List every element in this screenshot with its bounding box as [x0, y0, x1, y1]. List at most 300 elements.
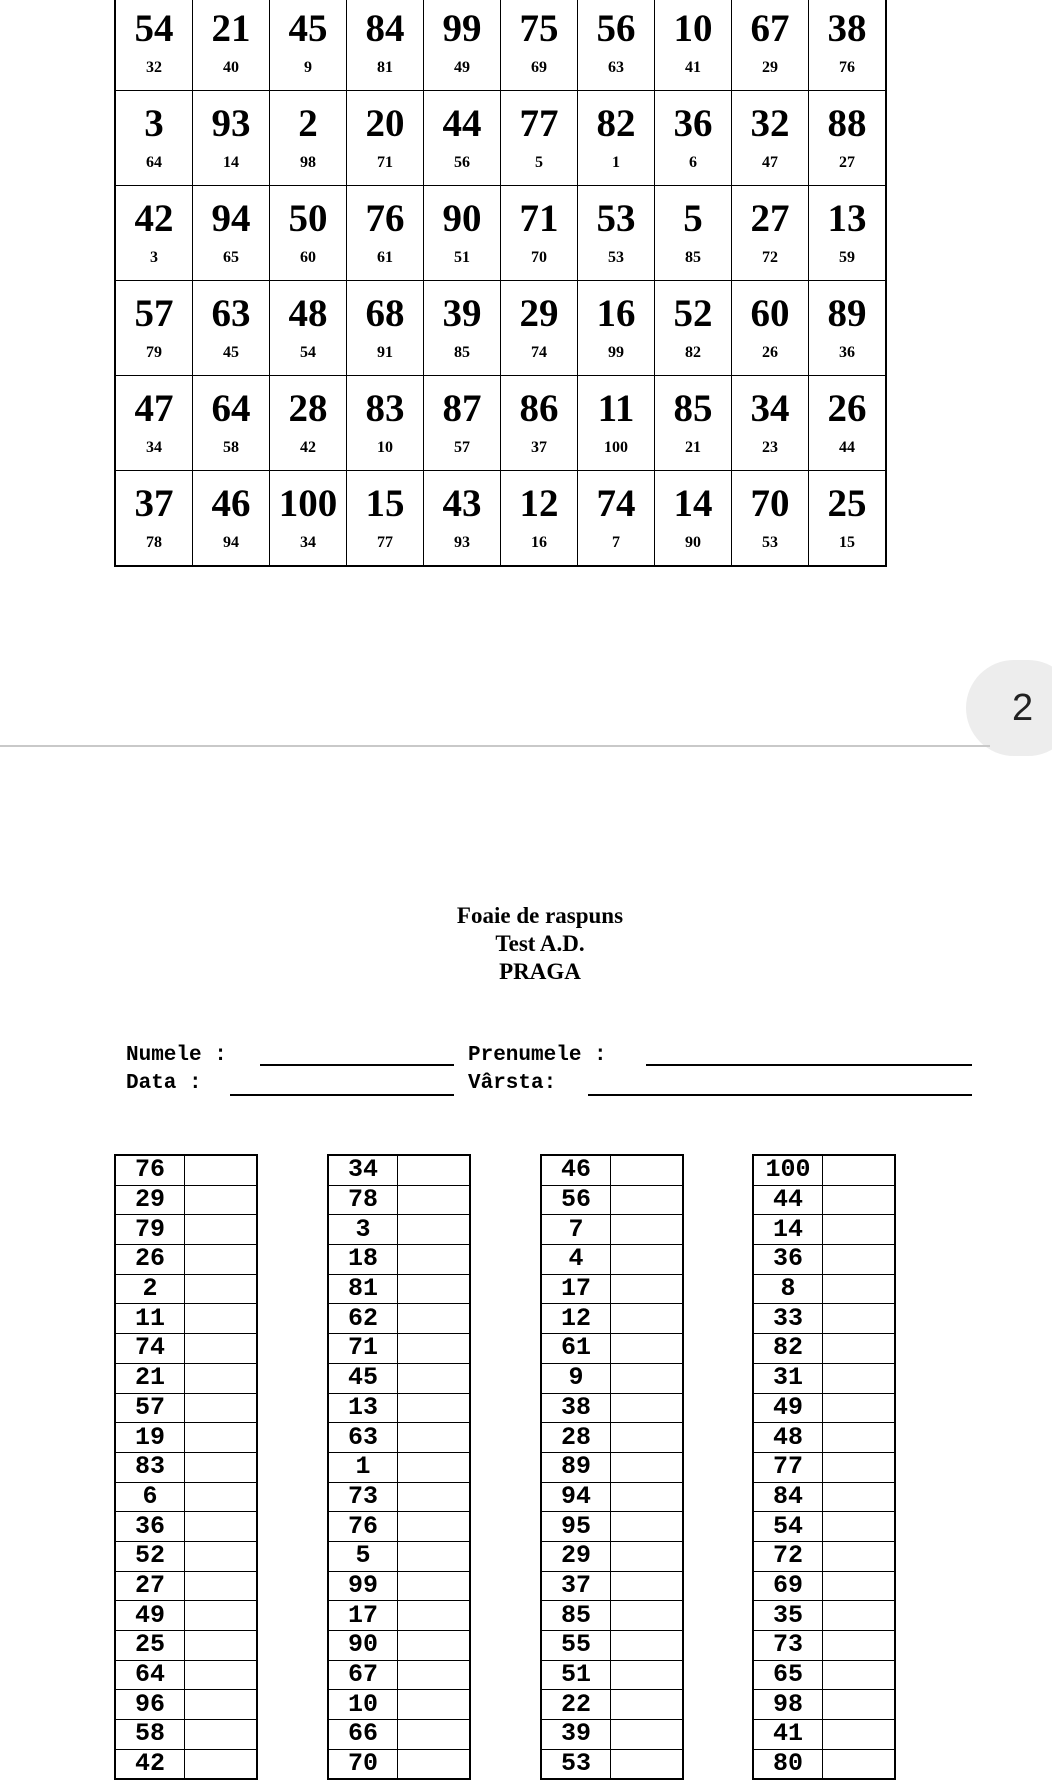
answer-number: 85	[541, 1601, 611, 1631]
answer-row	[541, 1215, 683, 1245]
answer-box[interactable]	[611, 1423, 684, 1453]
answer-box[interactable]	[398, 1571, 471, 1601]
answer-box[interactable]	[185, 1185, 258, 1215]
prenumele-line[interactable]	[646, 1064, 972, 1066]
answer-box[interactable]	[823, 1274, 896, 1304]
answer-row	[115, 1274, 257, 1304]
data-line[interactable]	[230, 1094, 454, 1096]
varsta-line[interactable]	[588, 1094, 972, 1096]
answer-row	[115, 1482, 257, 1512]
grid-cell-subnumber: 36	[839, 344, 855, 361]
answer-number: 73	[753, 1631, 823, 1661]
grid-cell-subnumber: 77	[377, 534, 393, 551]
grid-cell	[270, 376, 347, 471]
answer-number: 77	[753, 1452, 823, 1482]
answer-box[interactable]	[398, 1245, 471, 1275]
grid-cell	[193, 186, 270, 281]
answer-row	[541, 1601, 683, 1631]
answer-box[interactable]	[185, 1155, 258, 1185]
answer-box[interactable]	[611, 1631, 684, 1661]
grid-cell	[347, 186, 424, 281]
grid-cell-subnumber: 15	[839, 534, 855, 551]
grid-cell-number: 76	[365, 197, 405, 240]
grid-cell-subnumber: 23	[762, 439, 778, 456]
answer-number: 37	[541, 1571, 611, 1601]
answer-box[interactable]	[185, 1363, 258, 1393]
grid-cell	[809, 376, 887, 471]
grid-cell-number: 99	[442, 7, 482, 50]
grid-cell-number: 71	[519, 197, 559, 240]
answer-number: 61	[541, 1334, 611, 1364]
grid-cell-number: 20	[365, 102, 405, 145]
answer-number: 11	[115, 1304, 185, 1334]
grid-cell-number: 90	[442, 197, 482, 240]
grid-cell-subnumber: 49	[454, 59, 470, 76]
grid-cell-number: 77	[519, 102, 559, 145]
grid-row	[115, 471, 886, 567]
answer-box[interactable]	[823, 1482, 896, 1512]
grid-cell	[809, 186, 887, 281]
answer-box[interactable]	[823, 1541, 896, 1571]
answer-box[interactable]	[823, 1304, 896, 1334]
grid-cell	[424, 281, 501, 376]
grid-cell	[501, 281, 578, 376]
answer-box[interactable]	[611, 1304, 684, 1334]
answer-number: 51	[541, 1660, 611, 1690]
answer-row	[328, 1304, 470, 1334]
answer-number: 98	[753, 1690, 823, 1720]
grid-cell-number: 50	[288, 197, 328, 240]
answer-row	[115, 1601, 257, 1631]
grid-cell-subnumber: 37	[531, 439, 547, 456]
grid-cell-number: 27	[750, 197, 790, 240]
answer-box[interactable]	[611, 1749, 684, 1779]
grid-cell	[424, 376, 501, 471]
grid-cell-subnumber: 61	[377, 249, 393, 266]
answer-box[interactable]	[823, 1601, 896, 1631]
answer-number: 29	[541, 1541, 611, 1571]
grid-cell-number: 89	[827, 292, 867, 335]
answer-number: 31	[753, 1363, 823, 1393]
answer-number: 76	[328, 1512, 398, 1542]
answer-box[interactable]	[185, 1541, 258, 1571]
answer-box[interactable]	[398, 1274, 471, 1304]
answer-column-2	[327, 1154, 471, 1780]
answer-box[interactable]	[823, 1660, 896, 1690]
grid-cell-subnumber: 71	[377, 154, 393, 171]
grid-cell	[578, 0, 655, 91]
answer-number: 99	[328, 1571, 398, 1601]
grid-cell	[501, 91, 578, 186]
grid-cell-subnumber: 9	[304, 59, 312, 76]
grid-cell-number: 63	[211, 292, 251, 335]
answer-row	[328, 1482, 470, 1512]
answer-row	[753, 1274, 895, 1304]
answer-box[interactable]	[398, 1749, 471, 1779]
answer-box[interactable]	[398, 1215, 471, 1245]
grid-cell-subnumber: 85	[454, 344, 470, 361]
answer-row	[541, 1452, 683, 1482]
grid-cell-number: 39	[442, 292, 482, 335]
answer-number: 36	[753, 1245, 823, 1275]
answer-number: 34	[328, 1155, 398, 1185]
heading-title: Foaie de raspuns	[456, 903, 624, 928]
grid-cell	[424, 0, 501, 91]
answer-row	[753, 1512, 895, 1542]
grid-cell-number: 43	[442, 482, 482, 525]
answer-box[interactable]	[611, 1393, 684, 1423]
grid-cell-number: 38	[827, 7, 867, 50]
answer-number: 84	[753, 1482, 823, 1512]
answer-number: 63	[328, 1423, 398, 1453]
answer-row	[541, 1334, 683, 1364]
answer-box[interactable]	[185, 1393, 258, 1423]
answer-box[interactable]	[398, 1512, 471, 1542]
answer-box[interactable]	[185, 1334, 258, 1364]
answer-row	[753, 1452, 895, 1482]
answer-box[interactable]	[398, 1185, 471, 1215]
prenumele-label: Prenumele :	[468, 1044, 607, 1067]
grid-cell-subnumber: 51	[454, 249, 470, 266]
answer-row	[541, 1245, 683, 1275]
grid-cell	[578, 281, 655, 376]
data-label: Data :	[126, 1072, 202, 1095]
grid-cell-number: 100	[278, 482, 338, 525]
answer-number: 25	[115, 1631, 185, 1661]
answer-row	[115, 1393, 257, 1423]
answer-row	[328, 1215, 470, 1245]
grid-cell-subnumber: 82	[685, 344, 701, 361]
answer-number: 80	[753, 1749, 823, 1779]
answer-number: 79	[115, 1215, 185, 1245]
answer-box[interactable]	[823, 1749, 896, 1779]
answer-box[interactable]	[398, 1393, 471, 1423]
grid-cell	[501, 0, 578, 91]
answer-row	[753, 1423, 895, 1453]
answer-box[interactable]	[611, 1334, 684, 1364]
answer-row	[328, 1690, 470, 1720]
answer-box[interactable]	[611, 1571, 684, 1601]
grid-cell-subnumber: 64	[146, 154, 162, 171]
answer-box[interactable]	[823, 1185, 896, 1215]
answer-column-1	[114, 1154, 258, 1780]
answer-box[interactable]	[611, 1155, 684, 1185]
answer-box[interactable]	[185, 1601, 258, 1631]
answer-number: 69	[753, 1571, 823, 1601]
page-divider	[0, 745, 990, 747]
numele-line[interactable]	[260, 1064, 454, 1066]
grid-cell	[578, 471, 655, 567]
answer-box[interactable]	[611, 1363, 684, 1393]
answer-number: 58	[115, 1720, 185, 1750]
answer-box[interactable]	[185, 1631, 258, 1661]
answer-number: 53	[541, 1749, 611, 1779]
answer-row	[115, 1423, 257, 1453]
answer-number: 57	[115, 1393, 185, 1423]
answer-row	[753, 1215, 895, 1245]
grid-cell-subnumber: 59	[839, 249, 855, 266]
answer-box[interactable]	[398, 1304, 471, 1334]
answer-row	[541, 1631, 683, 1661]
answer-row	[541, 1393, 683, 1423]
answer-box[interactable]	[823, 1334, 896, 1364]
grid-cell	[115, 281, 193, 376]
answer-box[interactable]	[823, 1512, 896, 1542]
grid-cell	[270, 471, 347, 567]
answer-box[interactable]	[185, 1452, 258, 1482]
grid-cell-number: 93	[211, 102, 251, 145]
grid-cell-subnumber: 76	[839, 59, 855, 76]
answer-box[interactable]	[185, 1720, 258, 1750]
grid-cell-subnumber: 94	[223, 534, 239, 551]
answer-box[interactable]	[398, 1482, 471, 1512]
grid-row	[115, 0, 886, 91]
answer-row	[328, 1660, 470, 1690]
grid-cell-number: 25	[827, 482, 867, 525]
answer-row	[541, 1155, 683, 1185]
answer-row	[328, 1363, 470, 1393]
answer-box[interactable]	[398, 1631, 471, 1661]
grid-cell-subnumber: 78	[146, 534, 162, 551]
answer-number: 76	[115, 1155, 185, 1185]
answer-box[interactable]	[823, 1452, 896, 1482]
answer-row	[753, 1185, 895, 1215]
grid-cell-subnumber: 72	[762, 249, 778, 266]
answer-number: 14	[753, 1215, 823, 1245]
answer-number: 22	[541, 1690, 611, 1720]
answer-row	[328, 1334, 470, 1364]
grid-cell-subnumber: 7	[612, 534, 620, 551]
answer-row	[115, 1749, 257, 1779]
answer-box[interactable]	[611, 1215, 684, 1245]
answer-number: 72	[753, 1541, 823, 1571]
answer-box[interactable]	[611, 1185, 684, 1215]
answer-box[interactable]	[823, 1245, 896, 1275]
grid-cell-number: 88	[827, 102, 867, 145]
grid-cell-number: 82	[596, 102, 636, 145]
answer-box[interactable]	[823, 1363, 896, 1393]
answer-row	[328, 1393, 470, 1423]
answer-number: 12	[541, 1304, 611, 1334]
answer-number: 54	[753, 1512, 823, 1542]
grid-cell	[193, 0, 270, 91]
grid-cell-subnumber: 34	[146, 439, 162, 456]
grid-cell-number: 3	[144, 102, 164, 145]
answer-number: 1	[328, 1452, 398, 1482]
answer-row	[753, 1690, 895, 1720]
grid-cell-subnumber: 69	[531, 59, 547, 76]
answer-box[interactable]	[611, 1452, 684, 1482]
page-number-badge: 2	[966, 660, 1052, 756]
grid-cell	[270, 0, 347, 91]
numele-label: Numele :	[126, 1044, 227, 1067]
answer-box[interactable]	[823, 1690, 896, 1720]
answer-box[interactable]	[398, 1155, 471, 1185]
answer-number: 33	[753, 1304, 823, 1334]
grid-cell	[809, 91, 887, 186]
grid-cell-number: 48	[288, 292, 328, 335]
answer-row	[115, 1512, 257, 1542]
grid-cell	[655, 471, 732, 567]
grid-cell-number: 37	[134, 482, 174, 525]
answer-box[interactable]	[398, 1452, 471, 1482]
grid-cell	[578, 376, 655, 471]
answer-row	[115, 1720, 257, 1750]
answer-number: 62	[328, 1304, 398, 1334]
grid-cell	[655, 0, 732, 91]
answer-row	[115, 1304, 257, 1334]
answer-row	[541, 1690, 683, 1720]
answer-box[interactable]	[185, 1274, 258, 1304]
answer-row	[753, 1749, 895, 1779]
answer-box[interactable]	[398, 1720, 471, 1750]
grid-cell-number: 57	[134, 292, 174, 335]
grid-cell-number: 64	[211, 387, 251, 430]
answer-box[interactable]	[185, 1660, 258, 1690]
answer-box[interactable]	[611, 1512, 684, 1542]
answer-row	[328, 1245, 470, 1275]
grid-cell-subnumber: 26	[762, 344, 778, 361]
grid-cell-subnumber: 3	[150, 249, 158, 266]
answer-row	[753, 1155, 895, 1185]
answer-row	[115, 1363, 257, 1393]
answer-number: 38	[541, 1393, 611, 1423]
grid-cell	[655, 91, 732, 186]
grid-cell-number: 44	[442, 102, 482, 145]
answer-number: 46	[541, 1155, 611, 1185]
answer-box[interactable]	[823, 1571, 896, 1601]
answer-row	[753, 1334, 895, 1364]
grid-cell-subnumber: 90	[685, 534, 701, 551]
heading-subtitle: Test A.D.	[495, 931, 585, 956]
answer-row	[753, 1245, 895, 1275]
answer-box[interactable]	[398, 1690, 471, 1720]
grid-cell-subnumber: 34	[300, 534, 316, 551]
grid-cell	[424, 471, 501, 567]
grid-cell-subnumber: 74	[531, 344, 547, 361]
grid-cell-number: 75	[519, 7, 559, 50]
answer-number: 28	[541, 1423, 611, 1453]
grid-cell-number: 26	[827, 387, 867, 430]
answer-box[interactable]	[185, 1482, 258, 1512]
answer-number: 96	[115, 1690, 185, 1720]
grid-cell-subnumber: 54	[300, 344, 316, 361]
grid-cell-number: 56	[596, 7, 636, 50]
grid-cell	[732, 0, 809, 91]
answer-row	[541, 1423, 683, 1453]
answer-box[interactable]	[823, 1720, 896, 1750]
answer-number: 26	[115, 1245, 185, 1275]
grid-cell	[578, 186, 655, 281]
answer-row	[115, 1660, 257, 1690]
grid-cell-number: 83	[365, 387, 405, 430]
answer-row	[328, 1571, 470, 1601]
answer-box[interactable]	[185, 1571, 258, 1601]
answer-number: 5	[328, 1541, 398, 1571]
grid-row	[115, 376, 886, 471]
answer-box[interactable]	[823, 1631, 896, 1661]
grid-cell	[270, 186, 347, 281]
grid-cell-subnumber: 14	[223, 154, 239, 171]
answer-box[interactable]	[398, 1601, 471, 1631]
grid-cell-subnumber: 10	[377, 439, 393, 456]
answer-number: 9	[541, 1363, 611, 1393]
answer-box[interactable]	[185, 1749, 258, 1779]
grid-cell-number: 87	[442, 387, 482, 430]
answer-box[interactable]	[185, 1690, 258, 1720]
answer-number: 67	[328, 1660, 398, 1690]
grid-cell-subnumber: 58	[223, 439, 239, 456]
answer-box[interactable]	[823, 1155, 896, 1185]
grid-cell	[347, 91, 424, 186]
answer-row	[328, 1720, 470, 1750]
grid-cell	[732, 471, 809, 567]
answer-number: 18	[328, 1245, 398, 1275]
answer-box[interactable]	[823, 1423, 896, 1453]
grid-cell-subnumber: 91	[377, 344, 393, 361]
answer-row	[753, 1363, 895, 1393]
grid-cell-subnumber: 53	[608, 249, 624, 266]
answer-row	[753, 1720, 895, 1750]
answer-box[interactable]	[823, 1215, 896, 1245]
grid-cell-subnumber: 42	[300, 439, 316, 456]
answer-box[interactable]	[185, 1304, 258, 1334]
answer-box[interactable]	[611, 1660, 684, 1690]
answer-box[interactable]	[185, 1245, 258, 1275]
answer-box[interactable]	[611, 1690, 684, 1720]
answer-box[interactable]	[611, 1482, 684, 1512]
answer-box[interactable]	[398, 1423, 471, 1453]
grid-cell-subnumber: 40	[223, 59, 239, 76]
grid-cell-subnumber: 81	[377, 59, 393, 76]
grid-cell-subnumber: 63	[608, 59, 624, 76]
grid-cell	[655, 281, 732, 376]
answer-number: 35	[753, 1601, 823, 1631]
grid-cell	[501, 471, 578, 567]
answer-box[interactable]	[398, 1660, 471, 1690]
answer-row	[753, 1541, 895, 1571]
answer-number: 6	[115, 1482, 185, 1512]
answer-box[interactable]	[398, 1334, 471, 1364]
answer-box[interactable]	[611, 1245, 684, 1275]
answer-box[interactable]	[185, 1512, 258, 1542]
answer-row	[753, 1660, 895, 1690]
grid-cell-number: 2	[298, 102, 318, 145]
answer-box[interactable]	[185, 1423, 258, 1453]
answer-row	[328, 1601, 470, 1631]
grid-cell	[732, 91, 809, 186]
answer-box[interactable]	[611, 1720, 684, 1750]
grid-cell-number: 74	[596, 482, 636, 525]
answer-box[interactable]	[398, 1541, 471, 1571]
answer-number: 7	[541, 1215, 611, 1245]
answer-box[interactable]	[611, 1274, 684, 1304]
grid-cell-subnumber: 93	[454, 534, 470, 551]
answer-row	[115, 1334, 257, 1364]
grid-cell	[115, 91, 193, 186]
answer-number: 74	[115, 1334, 185, 1364]
answer-box[interactable]	[398, 1363, 471, 1393]
answer-box[interactable]	[823, 1393, 896, 1423]
answer-box[interactable]	[611, 1601, 684, 1631]
answer-number: 100	[753, 1155, 823, 1185]
grid-cell	[115, 0, 193, 91]
answer-box[interactable]	[611, 1541, 684, 1571]
grid-cell-subnumber: 65	[223, 249, 239, 266]
answer-number: 2	[115, 1274, 185, 1304]
grid-cell	[193, 281, 270, 376]
answer-box[interactable]	[185, 1215, 258, 1245]
